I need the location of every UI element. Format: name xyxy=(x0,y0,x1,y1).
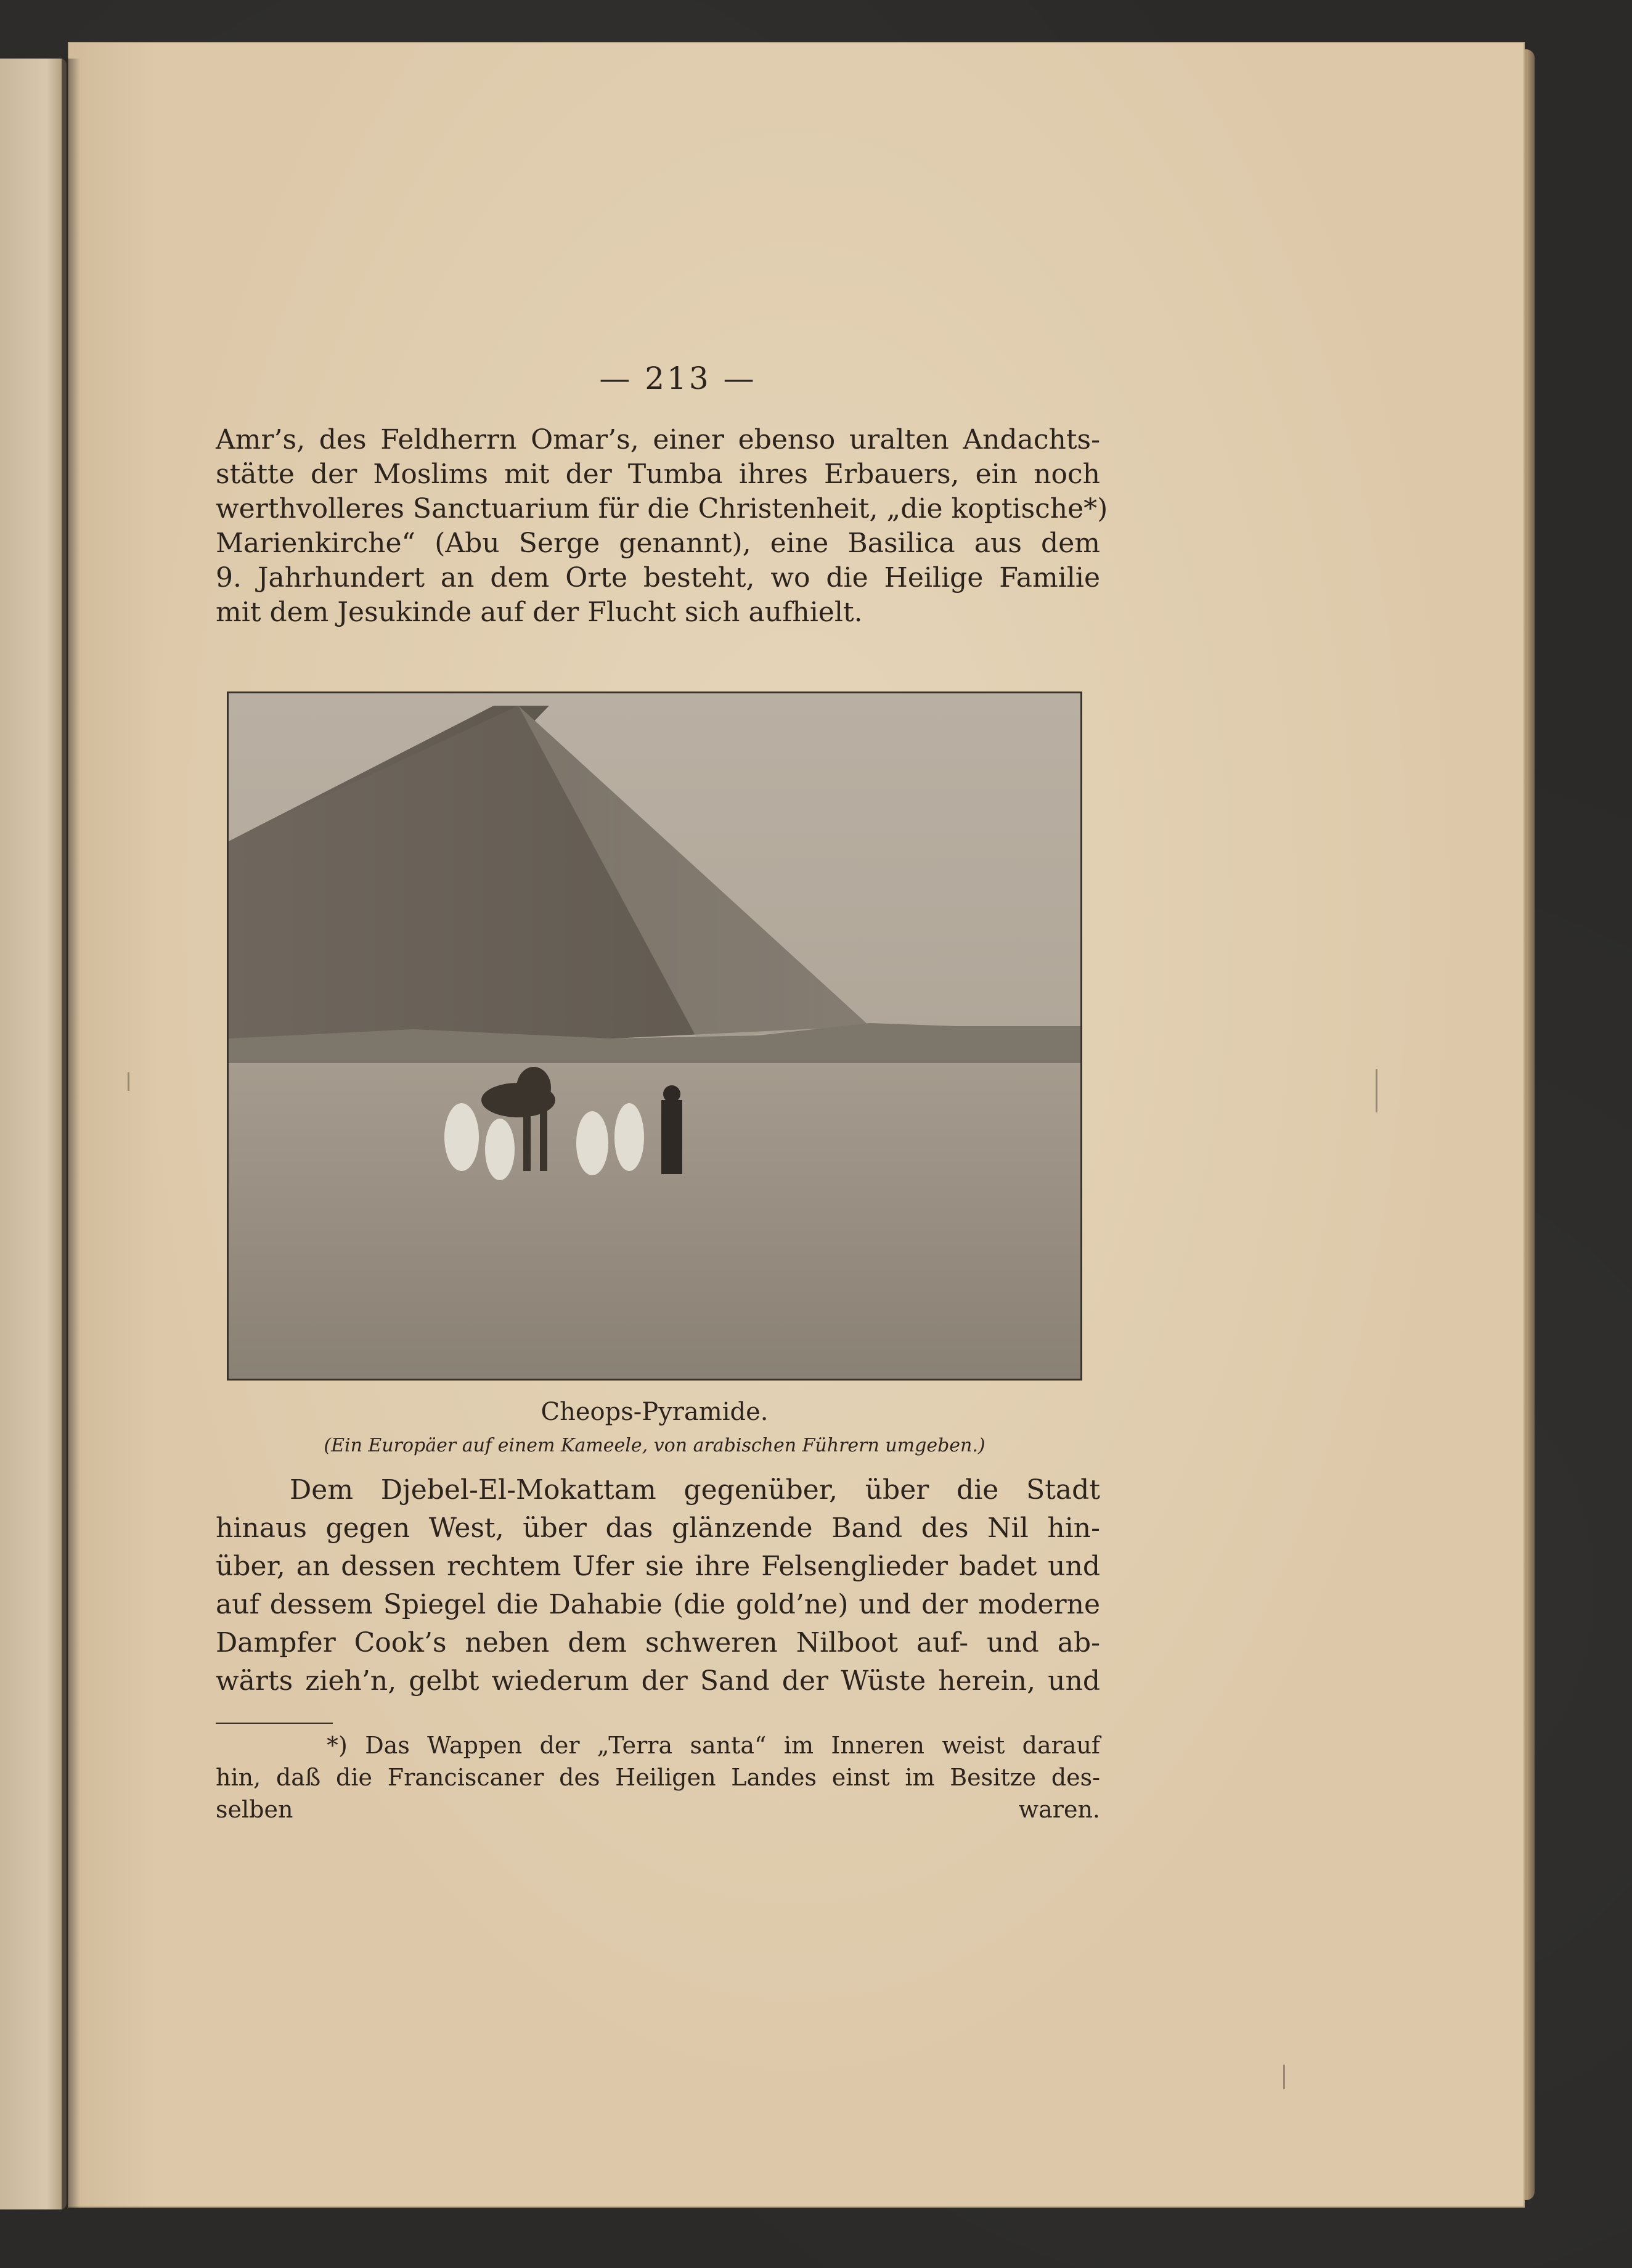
footnote-line: hin, daß die Franciscaner des Heiligen Landes einst im Besitze des- xyxy=(216,1764,1100,1791)
body-line: 9. Jahrhundert an dem Orte besteht, wo die Heilige Familie xyxy=(216,562,1100,594)
body-line: werthvolleres Sanctuarium für die Christenheit, „die koptische*) xyxy=(216,493,1108,524)
body-line: wärts zieh’n, gelbt wiederum der Sand der Wüste herein, und xyxy=(216,1665,1100,1697)
page-number: — 213 — xyxy=(599,361,757,396)
body-line: stätte der Moslims mit der Tumba ihres Erbauers, ein noch xyxy=(216,459,1100,490)
body-line: Dem Djebel-El-Mokattam gegenüber, über die Stadt xyxy=(290,1474,1100,1506)
footnote-line: selben waren. xyxy=(216,1796,1100,1823)
spine-shadow xyxy=(62,59,80,2209)
body-line: Amr’s, des Feldherrn Omar’s, einer ebenso uralten Andachts- xyxy=(216,424,1100,455)
paper-speck xyxy=(1376,1069,1377,1112)
figure-caption-title: Cheops-Pyramide. xyxy=(541,1398,769,1426)
body-line: mit dem Jesukinde auf der Flucht sich aufhielt. xyxy=(216,597,863,628)
body-line: Dampfer Cook’s neben dem schweren Nilboot auf- und ab- xyxy=(216,1627,1100,1658)
figure-caption-subtitle: (Ein Europäer auf einem Kameele, von arabischen Führern umgeben.) xyxy=(324,1435,985,1456)
paper-speck xyxy=(128,1072,129,1091)
body-line: hinaus gegen West, über das glänzende Band des Nil hin- xyxy=(216,1512,1100,1544)
body-line: über, an dessen rechtem Ufer sie ihre Felsenglieder badet und xyxy=(216,1551,1100,1582)
left-page-edge xyxy=(0,59,67,2209)
body-line: auf dessem Spiegel die Dahabie (die gold’ne) und der moderne xyxy=(216,1589,1100,1620)
footnote-line: *) Das Wappen der „Terra santa“ im Inneren weist darauf xyxy=(327,1732,1100,1759)
body-line: Marienkirche“ (Abu Serge genannt), eine Basilica aus dem xyxy=(216,528,1100,559)
photo-svg xyxy=(229,693,1080,1379)
pyramid-photograph xyxy=(227,691,1082,1381)
paper-speck xyxy=(1283,2065,1285,2089)
footnote-rule xyxy=(216,1723,333,1724)
